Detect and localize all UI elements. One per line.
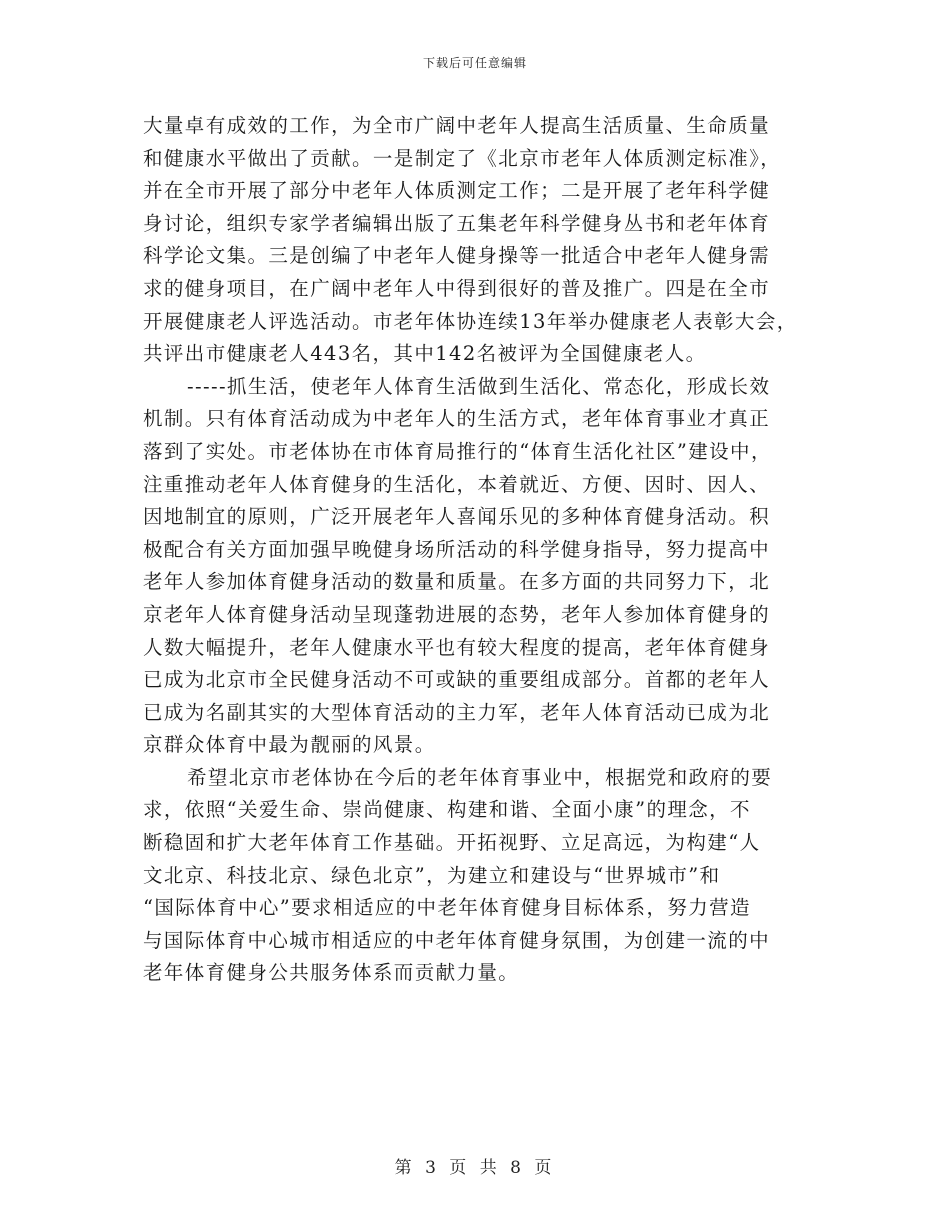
- paragraph-2: [143, 371, 808, 762]
- text-line: 京群众体育中最为靓丽的风景。: [143, 733, 436, 757]
- text-line: 希望北京市老体协在今后的老年体育事业中，根据党和政府的要: [187, 765, 773, 789]
- text-line: 文北京、科技北京、绿色北京”，为建立和建设与“世界城市”和: [143, 863, 721, 887]
- text-line: 注重推动老年人体育健身的生活化，本着就近、方便、因时、因人、: [143, 472, 771, 496]
- paragraph-1: [143, 110, 808, 371]
- text-line: 和健康水平做出了贡献。一是制定了《北京市老年人体质测定标准》，: [143, 146, 782, 170]
- page-number-footer: 第 3 页 共 8 页: [394, 1158, 556, 1178]
- text-line: 极配合有关方面加强早晚健身场所活动的科学健身指导，努力提高中: [143, 537, 771, 561]
- text-line: 并在全市开展了部分中老年人体质测定工作；二是开展了老年科学健: [143, 179, 771, 203]
- paragraph-3: [143, 762, 808, 990]
- text-line: 共评出市健康老人443名，其中142名被评为全国健康老人。: [143, 342, 707, 366]
- document-body: [143, 110, 808, 990]
- text-line: 机制。只有体育活动成为中老年人的生活方式，老年体育事业才真正: [143, 407, 771, 431]
- text-line: 求，依照“关爱生命、崇尚健康、构建和谐、全面小康”的理念，不: [143, 798, 751, 822]
- text-line: 老年体育健身公共服务体系而贡献力量。: [143, 961, 520, 985]
- text-line: 求的健身项目，在广阔中老年人中得到很好的普及推广。四是在全市: [143, 276, 771, 300]
- text-line: 身讨论，组织专家学者编辑出版了五集老年科学健身丛书和老年体育: [143, 211, 771, 235]
- text-line: 落到了实处。市老体协在市体育局推行的“体育生活化社区”建设中，: [143, 439, 772, 463]
- text-line: 与国际体育中心城市相适应的中老年体育健身氛围，为创建一流的中: [143, 928, 771, 952]
- text-line: 已成为名副其实的大型体育活动的主力军，老年人体育活动已成为北: [143, 700, 771, 724]
- text-line: 开展健康老人评选活动。市老年体协连续13年举办健康老人表彰大会，: [143, 309, 798, 333]
- text-line: 科学论文集。三是创编了中老年人健身操等一批适合中老年人健身需: [143, 244, 771, 268]
- text-line: 京老年人体育健身活动呈现蓬勃进展的态势，老年人参加体育健身的: [143, 602, 771, 626]
- text-line: “国际体育中心”要求相适应的中老年体育健身目标体系，努力营造: [143, 896, 751, 920]
- text-line: -----抓生活，使老年人体育生活做到生活化、常态化，形成长效: [187, 374, 771, 398]
- text-line: 大量卓有成效的工作，为全市广阔中老年人提高生活质量、生命质量: [143, 114, 771, 137]
- page-header: 下载后可任意编辑: [422, 56, 527, 70]
- text-line: 断稳固和扩大老年体育工作基础。开拓视野、立足高远，为构建“人: [143, 831, 761, 855]
- text-line: 已成为北京市全民健身活动不可或缺的重要组成部分。首都的老年人: [143, 668, 771, 692]
- text-line: 人数大幅提升，老年人健康水平也有较大程度的提高，老年体育健身: [143, 635, 771, 659]
- text-line: 老年人参加体育健身活动的数量和质量。在多方面的共同努力下，北: [143, 570, 771, 594]
- text-line: 因地制宜的原则，广泛开展老年人喜闻乐见的多种体育健身活动。积: [143, 505, 771, 529]
